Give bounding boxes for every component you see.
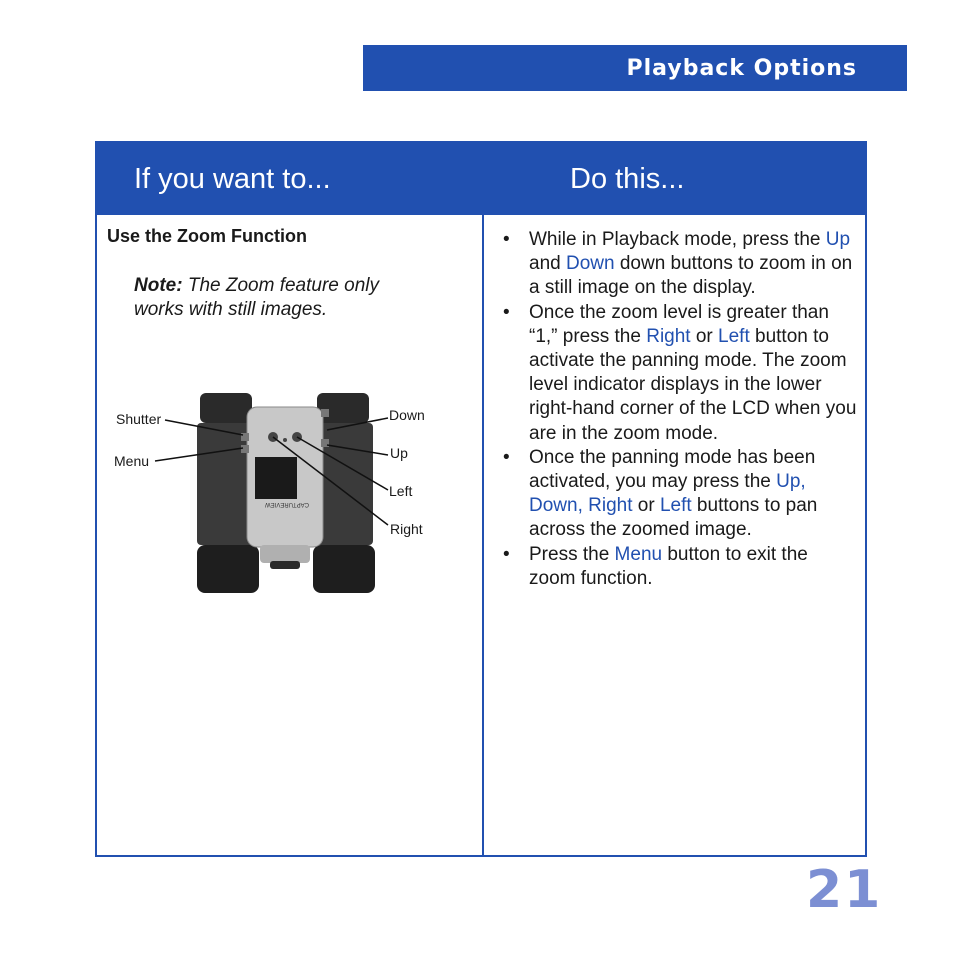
instruction-text: and: [529, 253, 566, 275]
note-label: Note:: [134, 275, 183, 296]
instruction-text: or: [690, 325, 719, 347]
instruction-text: or: [632, 495, 660, 517]
instruction-item: [501, 543, 857, 591]
note-text: The Zoom feature only works with still images.: [134, 275, 379, 320]
button-name: Up: [825, 229, 851, 250]
instruction-item: [501, 446, 857, 543]
instruction-text: button to activate the panning mode. The zoom level indicator displays in the lower right-hand corner of the LCD when you are in the zoom mode.: [529, 325, 857, 444]
section-title: Playback Options: [626, 55, 857, 81]
brand-text: CAPTUREVIEW: [264, 501, 309, 507]
instruction-item: [501, 228, 857, 301]
left-label: Left: [389, 483, 413, 499]
instruction-text: Once the zoom level is greater than “1,” press the: [529, 301, 829, 347]
instruction-text: down buttons to zoom in on a still image on the display.: [529, 253, 853, 299]
button-name: Menu: [614, 543, 663, 565]
down-label: Down: [389, 407, 425, 423]
column-header-left-label: If you want to...: [134, 162, 331, 195]
instruction-text: button to exit the zoom function.: [529, 543, 808, 589]
button-name: Right: [646, 325, 691, 347]
column-divider: [482, 143, 484, 855]
button-name: Left: [718, 325, 750, 347]
instruction-text: buttons to pan across the zoomed image.: [529, 495, 818, 541]
instruction-list: [501, 228, 857, 591]
button-name: Up, Down, Right: [529, 471, 806, 517]
section-header: [363, 45, 907, 91]
instruction-item: [501, 301, 857, 446]
instruction-text: While in Playback mode, press the: [529, 229, 826, 250]
column-header-right-label: Do this...: [570, 162, 685, 195]
note: [134, 274, 414, 322]
shutter-label: Shutter: [116, 411, 162, 427]
button-name: Down: [565, 253, 615, 275]
column-header-left: [97, 143, 482, 215]
menu-label: Menu: [114, 453, 150, 469]
button-name: Left: [659, 495, 692, 517]
instruction-text: Once the panning mode has been activated, you may press the: [529, 446, 816, 493]
page-number: 21: [806, 860, 883, 920]
task-title: Use the Zoom Function: [107, 226, 307, 246]
column-header-right: [484, 143, 867, 215]
up-label: Up: [390, 445, 408, 461]
right-label: Right: [390, 521, 423, 537]
instruction-text: Press the: [529, 543, 615, 565]
